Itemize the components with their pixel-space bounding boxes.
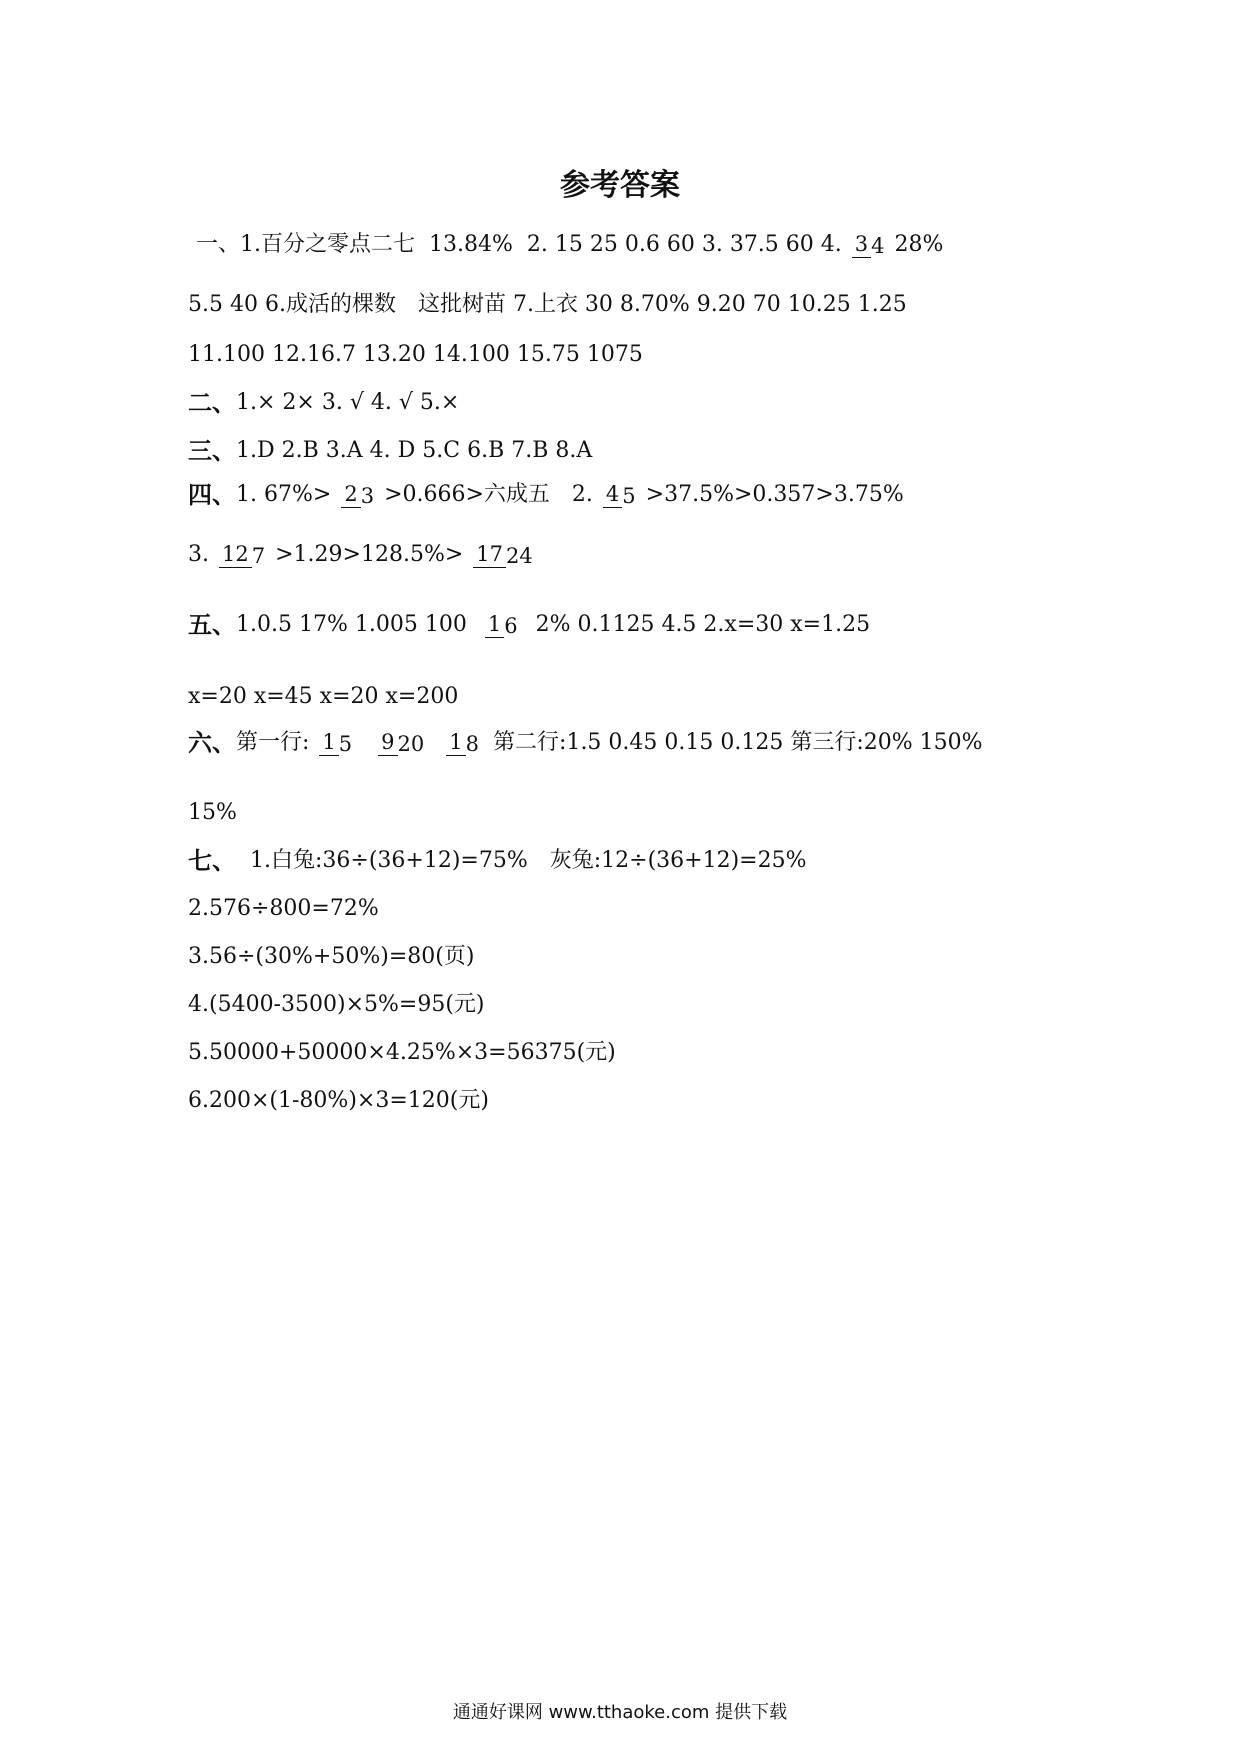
s7-line1 xyxy=(188,846,807,876)
fraction-denominator: 5 xyxy=(622,484,636,509)
s6-text-a: 第一行: xyxy=(236,730,310,755)
s1-fraction xyxy=(852,232,885,259)
s4-line1 xyxy=(188,480,904,510)
s4-text-a: 1. 67%> xyxy=(236,482,332,507)
s6-fraction-2 xyxy=(378,730,424,757)
s4-text-l2a: 3. xyxy=(188,542,209,567)
s4-fraction-1 xyxy=(341,482,374,509)
s7-line2: 2.576÷800=72% xyxy=(188,896,379,921)
s7-line4: 4.(5400-3500)×5%=95(元) xyxy=(188,992,485,1017)
s4-text-c: >37.5%>0.357>3.75% xyxy=(645,482,904,507)
s6-line2: 15% xyxy=(188,800,237,825)
fraction-numerator: 1 xyxy=(446,730,465,756)
s4-text-l2b: >1.29>128.5%> xyxy=(275,542,464,567)
fraction-denominator: 5 xyxy=(338,732,353,757)
s1-text-d: 28% xyxy=(894,232,944,257)
s1-line3: 11.100 12.16.7 13.20 14.100 15.75 1075 xyxy=(188,342,643,367)
s4-fraction-4 xyxy=(473,542,532,569)
fraction-denominator: 8 xyxy=(465,732,480,757)
fraction-denominator: 3 xyxy=(360,484,375,509)
s4-fraction-2 xyxy=(603,482,636,509)
fraction-denominator: 24 xyxy=(506,544,533,569)
s2-line xyxy=(188,388,459,418)
s6-heading: 六、 xyxy=(188,729,236,757)
fraction-denominator: 4 xyxy=(871,234,885,259)
s3-heading: 三、 xyxy=(188,437,236,465)
s5-text-b: 2% 0.1125 4.5 2.x=30 x=1.25 xyxy=(535,612,871,637)
fraction-numerator: 3 xyxy=(852,232,871,258)
fraction-numerator: 9 xyxy=(378,730,397,756)
fraction-denominator: 7 xyxy=(251,544,266,569)
s5-fraction xyxy=(485,612,518,639)
s7-text-1: 1.白兔:36÷(36+12)=75% 灰兔:12÷(36+12)=25% xyxy=(250,848,807,873)
s4-text-b: >0.666>六成五 2. xyxy=(384,482,593,507)
s7-line3: 3.56÷(30%+50%)=80(页) xyxy=(188,944,475,969)
s3-line xyxy=(188,436,592,466)
s6-fraction-3 xyxy=(446,730,479,757)
s4-heading: 四、 xyxy=(188,481,236,509)
s4-line2 xyxy=(188,540,543,570)
s1-line1 xyxy=(196,230,943,260)
s4-fraction-3 xyxy=(219,542,265,569)
fraction-numerator: 1 xyxy=(485,612,504,638)
s7-line6: 6.200×(1-80%)×3=120(元) xyxy=(188,1088,489,1113)
s3-text: 1.D 2.B 3.A 4. D 5.C 6.B 7.B 8.A xyxy=(236,438,593,463)
s2-text: 1.× 2× 3. √ 4. √ 5.× xyxy=(236,390,460,415)
s1-text-a: 1.百分之零点二七 xyxy=(240,232,416,257)
page-title: 参考答案 xyxy=(560,168,680,203)
s7-heading: 七、 xyxy=(188,847,236,875)
page-footer: 通通好课网 www.tthaoke.com 提供下载 xyxy=(452,1702,788,1723)
fraction-numerator: 17 xyxy=(473,542,506,568)
fraction-denominator: 6 xyxy=(504,614,518,639)
s1-line2: 5.5 40 6.成活的棵数 这批树苗 7.上衣 30 8.70% 9.20 70 10.25 1.25 xyxy=(188,292,907,317)
fraction-numerator: 4 xyxy=(603,482,622,508)
fraction-numerator: 1 xyxy=(319,730,338,756)
s5-heading: 五、 xyxy=(188,611,236,639)
s6-text-b: 第二行:1.5 0.45 0.15 0.125 第三行:20% 150% xyxy=(493,730,983,755)
s7-line5: 5.50000+50000×4.25%×3=56375(元) xyxy=(188,1040,616,1065)
s1-text-b: 13.84% xyxy=(429,232,513,257)
s6-line1 xyxy=(188,728,983,758)
fraction-numerator: 12 xyxy=(219,542,252,568)
s5-line2: x=20 x=45 x=20 x=200 xyxy=(188,684,459,709)
s1-text-c: 2. 15 25 0.6 60 3. 37.5 60 4. xyxy=(526,232,842,257)
s5-line1 xyxy=(188,610,870,640)
s5-text-a: 1.0.5 17% 1.005 100 xyxy=(236,612,467,637)
s2-heading: 二、 xyxy=(188,389,236,417)
s6-fraction-1 xyxy=(319,730,352,757)
fraction-numerator: 2 xyxy=(341,482,360,508)
fraction-denominator: 20 xyxy=(397,732,425,757)
s1-heading: 一、 xyxy=(196,232,241,257)
